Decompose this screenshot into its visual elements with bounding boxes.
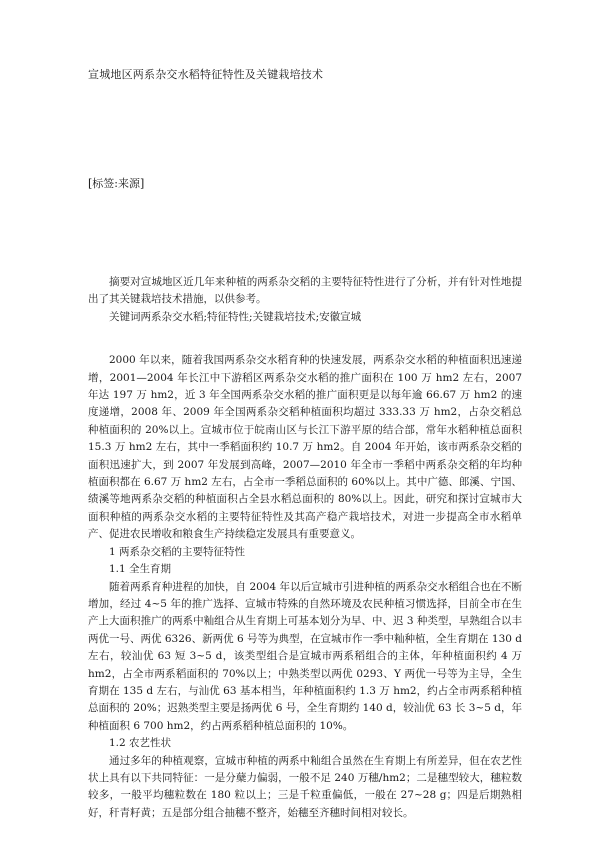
intro-paragraph: 2000 年以来，随着我国两系杂交水稻育种的快速发展，两系杂交水稻的种植面积迅速递增，2001—2004 年长江中下游稻区两系杂交水稻的推广面积在 100 万 hm2 左右，2007 年达 197 万 hm2，近 3 年全国两系杂交水稻的推广面积更是以每年逾 66.67 万 hm2 的速度递增，2008 年、2009 年全国两系杂交稻种植面积均超过 333.33 万 hm2，占杂交稻总种植面积的 20%以上。宣城市位于皖南山区与长江下游平原的结合部，常年水稻种植总面积 15.3 万 hm2 左右，其中一季稻面积约 10.7 万 hm2。自 2004 年开始，该市两系杂交稻的面积迅速扩大，到 2007 年发展到高峰，2007—2010 年全市一季稻中两系杂交稻的年均种植面积都在 6.67 万 hm2 左右，占全市一季稻总面积的 60%以上。其中广德、郎溪、宁国、绩溪等地两系杂交稻的种植面积占全县水稻总面积的 80%以上。因此，研究和探讨宣城市大面积种植的两系杂交水稻的主要特征特性及其高产稳产栽培技术，对进一步提高全市水稻单产、促进农民增收和粮食生产持续稳定发展具有重要意义。 bbox=[88, 354, 522, 541]
source-tag: [标签:来源] bbox=[88, 177, 145, 190]
document-title: 宣城地区两系杂交水稻特征特性及关键栽培技术 bbox=[88, 68, 324, 81]
subsection-heading-1-2: 1.2 农艺性状 bbox=[109, 737, 172, 750]
growth-period-paragraph: 随着两系育种进程的加快，自 2004 年以后宣城市引进种植的两系杂交水稻组合也在不断增加，经过 4~5 年的推广选择、宣城市特殊的自然环境及农民种植习惯选择，目前全市在生产上大面积推广的两系中籼组合从生育期上可基本划分为早、中、迟 3 种类型，早熟组合以丰两优一号、两优 6326、新两优 6 号等为典型，在宣城市作一季中籼种植，全生育期在 130 d 左右，较汕优 63 短 3~5 d，该类型组合是宣城市两系稻组合的主体，年种植面积约 4 万 hm2，占全市两系稻面积的 70%以上；中熟类型以两优 0293、Y 两优一号等为主导，全生育期在 135 d 左右，与汕优 63 基本相当，年种植面积约 1.3 万 hm2，约占全市两系稻种植总面积的 20%；迟熟类型主要是扬两优 6 号，全生育期约 140 d，较汕优 63 长 3~5 d，年种植面积 6 700 hm2，约占两系稻种植总面积的 10%。 bbox=[88, 580, 522, 732]
document-body bbox=[88, 274, 522, 822]
section-heading-1: 1 两系杂交稻的主要特征特性 bbox=[109, 545, 246, 558]
subsection-heading-1-1: 1.1 全生育期 bbox=[109, 563, 172, 576]
spacer bbox=[88, 326, 522, 352]
abstract-paragraph: 摘要对宣城地区近几年来种植的两系杂交稻的主要特征特性进行了分析，并有针对性地提出了其关键栽培技术措施，以供参考。 bbox=[88, 276, 522, 306]
agronomic-traits-paragraph: 通过多年的种植观察，宣城市种植的两系中籼组合虽然在生育期上有所差异，但在农艺性状上具有以下共同特征：一是分蘖力偏弱，一般不足 240 万穗/hm2；二是穗型较大，穗粒数较多，一般平均穗粒数在 180 粒以上；三是千粒重偏低，一般在 27~28 g；四是后期熟相好，秆青籽黄；五是部分组合抽穗不整齐，始穗至齐穗时间相对较长。 bbox=[88, 754, 522, 819]
keywords-line: 关键词两系杂交水稻;特征特性;关键栽培技术;安徽宣城 bbox=[109, 310, 362, 323]
